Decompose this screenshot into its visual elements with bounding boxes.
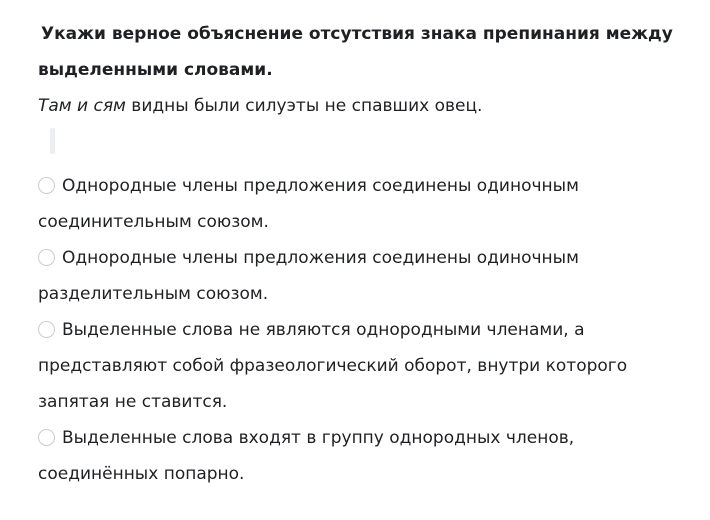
answer-option-label: Выделенные слова входят в группу однородных членов, соединённых попарно.	[38, 428, 575, 484]
radio-button-icon[interactable]	[38, 249, 55, 266]
answer-option-label: Однородные члены предложения соединены одиночным соединительным союзом.	[38, 176, 579, 232]
answer-option-label: Выделенные слова не являются однородными членами, а представляют собой фразеологический оборот, внутри которого запятая не ставится.	[38, 320, 628, 412]
input-placeholder-bar	[50, 128, 55, 154]
answer-option-label: Однородные члены предложения соединены одиночным разделительным союзом.	[38, 248, 579, 304]
radio-button-icon[interactable]	[38, 177, 55, 194]
radio-button-icon[interactable]	[38, 429, 55, 446]
answer-option-4[interactable]	[38, 420, 678, 492]
example-sentence	[38, 88, 678, 124]
answer-option-2[interactable]	[38, 240, 678, 312]
highlighted-words: Там и сям	[38, 96, 126, 116]
radio-button-icon[interactable]	[38, 321, 55, 338]
question-prompt: Укажи верное объяснение отсутствия знака препинания между выделенными словами.	[38, 24, 673, 80]
sentence-rest: видны были силуэты не спавших овец.	[125, 96, 483, 116]
answer-options	[38, 168, 678, 492]
quiz-card	[38, 16, 678, 492]
answer-option-1[interactable]	[38, 168, 678, 240]
answer-option-3[interactable]	[38, 312, 678, 420]
